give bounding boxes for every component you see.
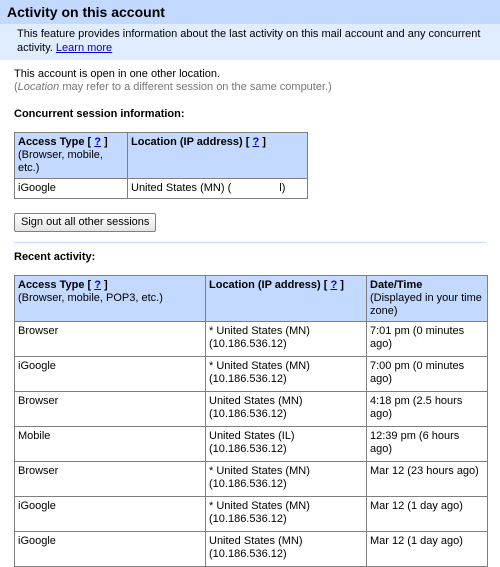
col-access-type: Access Type [ ? ] (Browser, mobile, etc.) <box>15 133 128 179</box>
row-location-text: United States (IL) <box>209 430 295 442</box>
location-help-link[interactable]: ? <box>330 279 338 291</box>
session-access: iGoogle <box>15 179 128 199</box>
row-ip: (10.186.536.12) <box>209 478 287 490</box>
row-ip: (10.186.536.12) <box>209 548 287 560</box>
table-row <box>15 392 488 427</box>
row-location <box>206 462 367 497</box>
col-access-type: Access Type [ ? ] (Browser, mobile, POP3, etc.) <box>15 276 206 322</box>
learn-more-link[interactable]: Learn more <box>55 42 113 54</box>
access-type-help-link[interactable]: ? <box>94 136 101 148</box>
row-location <box>206 427 367 462</box>
note-location-word: Location <box>17 81 60 93</box>
recent-activity-title: Recent activity: <box>14 251 96 263</box>
note-rest: may refer to a different session on the same computer.) <box>59 81 332 93</box>
row-location <box>206 497 367 532</box>
row-access: Mobile <box>15 427 206 462</box>
session-location <box>128 179 308 199</box>
session-location-tail: l) <box>279 182 286 194</box>
row-time: Mar 12 (1 day ago) <box>367 497 488 532</box>
row-location <box>206 357 367 392</box>
row-access: iGoogle <box>15 532 206 567</box>
row-location-text: * United States (MN) <box>209 500 310 512</box>
row-time: Mar 12 (23 hours ago) <box>367 462 488 497</box>
row-ip: (10.186.536.12) <box>209 373 287 385</box>
header <box>0 0 500 56</box>
page-title: Activity on this account <box>7 4 165 20</box>
note-open-paren: ( <box>14 81 18 93</box>
recent-activity-table <box>14 275 488 567</box>
concurrent-sessions-table <box>14 132 308 199</box>
table-row <box>15 462 488 497</box>
row-location-text: * United States (MN) <box>209 465 310 477</box>
table-row <box>15 322 488 357</box>
feature-description <box>0 24 500 60</box>
col-datetime-label: Date/Time <box>370 279 423 291</box>
row-access: iGoogle <box>15 497 206 532</box>
table-row <box>15 497 488 532</box>
table-row <box>15 532 488 567</box>
row-time: 7:00 pm (0 minutes ago) <box>367 357 488 392</box>
row-location <box>206 532 367 567</box>
table-row <box>15 427 488 462</box>
col-access-sub: (Browser, mobile, etc.) <box>18 149 103 174</box>
row-location-text: * United States (MN) <box>209 360 310 372</box>
col-location: Location (IP address) [ ? ] <box>128 133 308 179</box>
col-location-label: Location (IP address) <box>131 136 243 148</box>
col-access-label: Access Type <box>18 136 85 148</box>
row-access: Browser <box>15 392 206 427</box>
table-row <box>15 179 308 199</box>
row-ip: (10.186.536.12) <box>209 338 287 350</box>
col-location: Location (IP address) [ ? ] <box>206 276 367 322</box>
concurrent-section-title: Concurrent session information: <box>14 108 185 120</box>
col-access-sub: (Browser, mobile, POP3, etc.) <box>18 292 163 304</box>
table-row <box>15 357 488 392</box>
row-access: Browser <box>15 462 206 497</box>
session-location-text: United States (MN) ( <box>131 182 232 194</box>
table-header-row <box>15 133 308 179</box>
row-location <box>206 392 367 427</box>
row-access: Browser <box>15 322 206 357</box>
row-location-text: United States (MN) <box>209 535 303 547</box>
col-access-label: Access Type <box>18 279 85 291</box>
row-location <box>206 322 367 357</box>
row-ip: (10.186.536.12) <box>209 408 287 420</box>
location-note <box>14 81 486 94</box>
section-divider <box>14 242 486 243</box>
col-datetime <box>367 276 488 322</box>
access-type-help-link[interactable]: ? <box>94 279 101 291</box>
location-help-link[interactable]: ? <box>252 136 260 148</box>
row-location-text: United States (MN) <box>209 395 303 407</box>
row-location-text: * United States (MN) <box>209 325 310 337</box>
sign-out-other-sessions-button[interactable]: Sign out all other sessions <box>14 213 156 232</box>
main-content <box>0 68 500 567</box>
row-time: Mar 12 (1 day ago) <box>367 532 488 567</box>
row-time: 12:39 pm (6 hours ago) <box>367 427 488 462</box>
col-datetime-sub: (Displayed in your time zone) <box>370 292 482 317</box>
col-location-label: Location (IP address) <box>209 279 321 291</box>
row-time: 4:18 pm (2.5 hours ago) <box>367 392 488 427</box>
description-text: This feature provides information about the last activity on this mail account and any concurrent activity. <box>17 28 481 54</box>
open-locations-status: This account is open in one other location. <box>14 68 221 80</box>
row-access: iGoogle <box>15 357 206 392</box>
row-time: 7:01 pm (0 minutes ago) <box>367 322 488 357</box>
table-header-row <box>15 276 488 322</box>
row-ip: (10.186.536.12) <box>209 443 287 455</box>
row-ip: (10.186.536.12) <box>209 513 287 525</box>
